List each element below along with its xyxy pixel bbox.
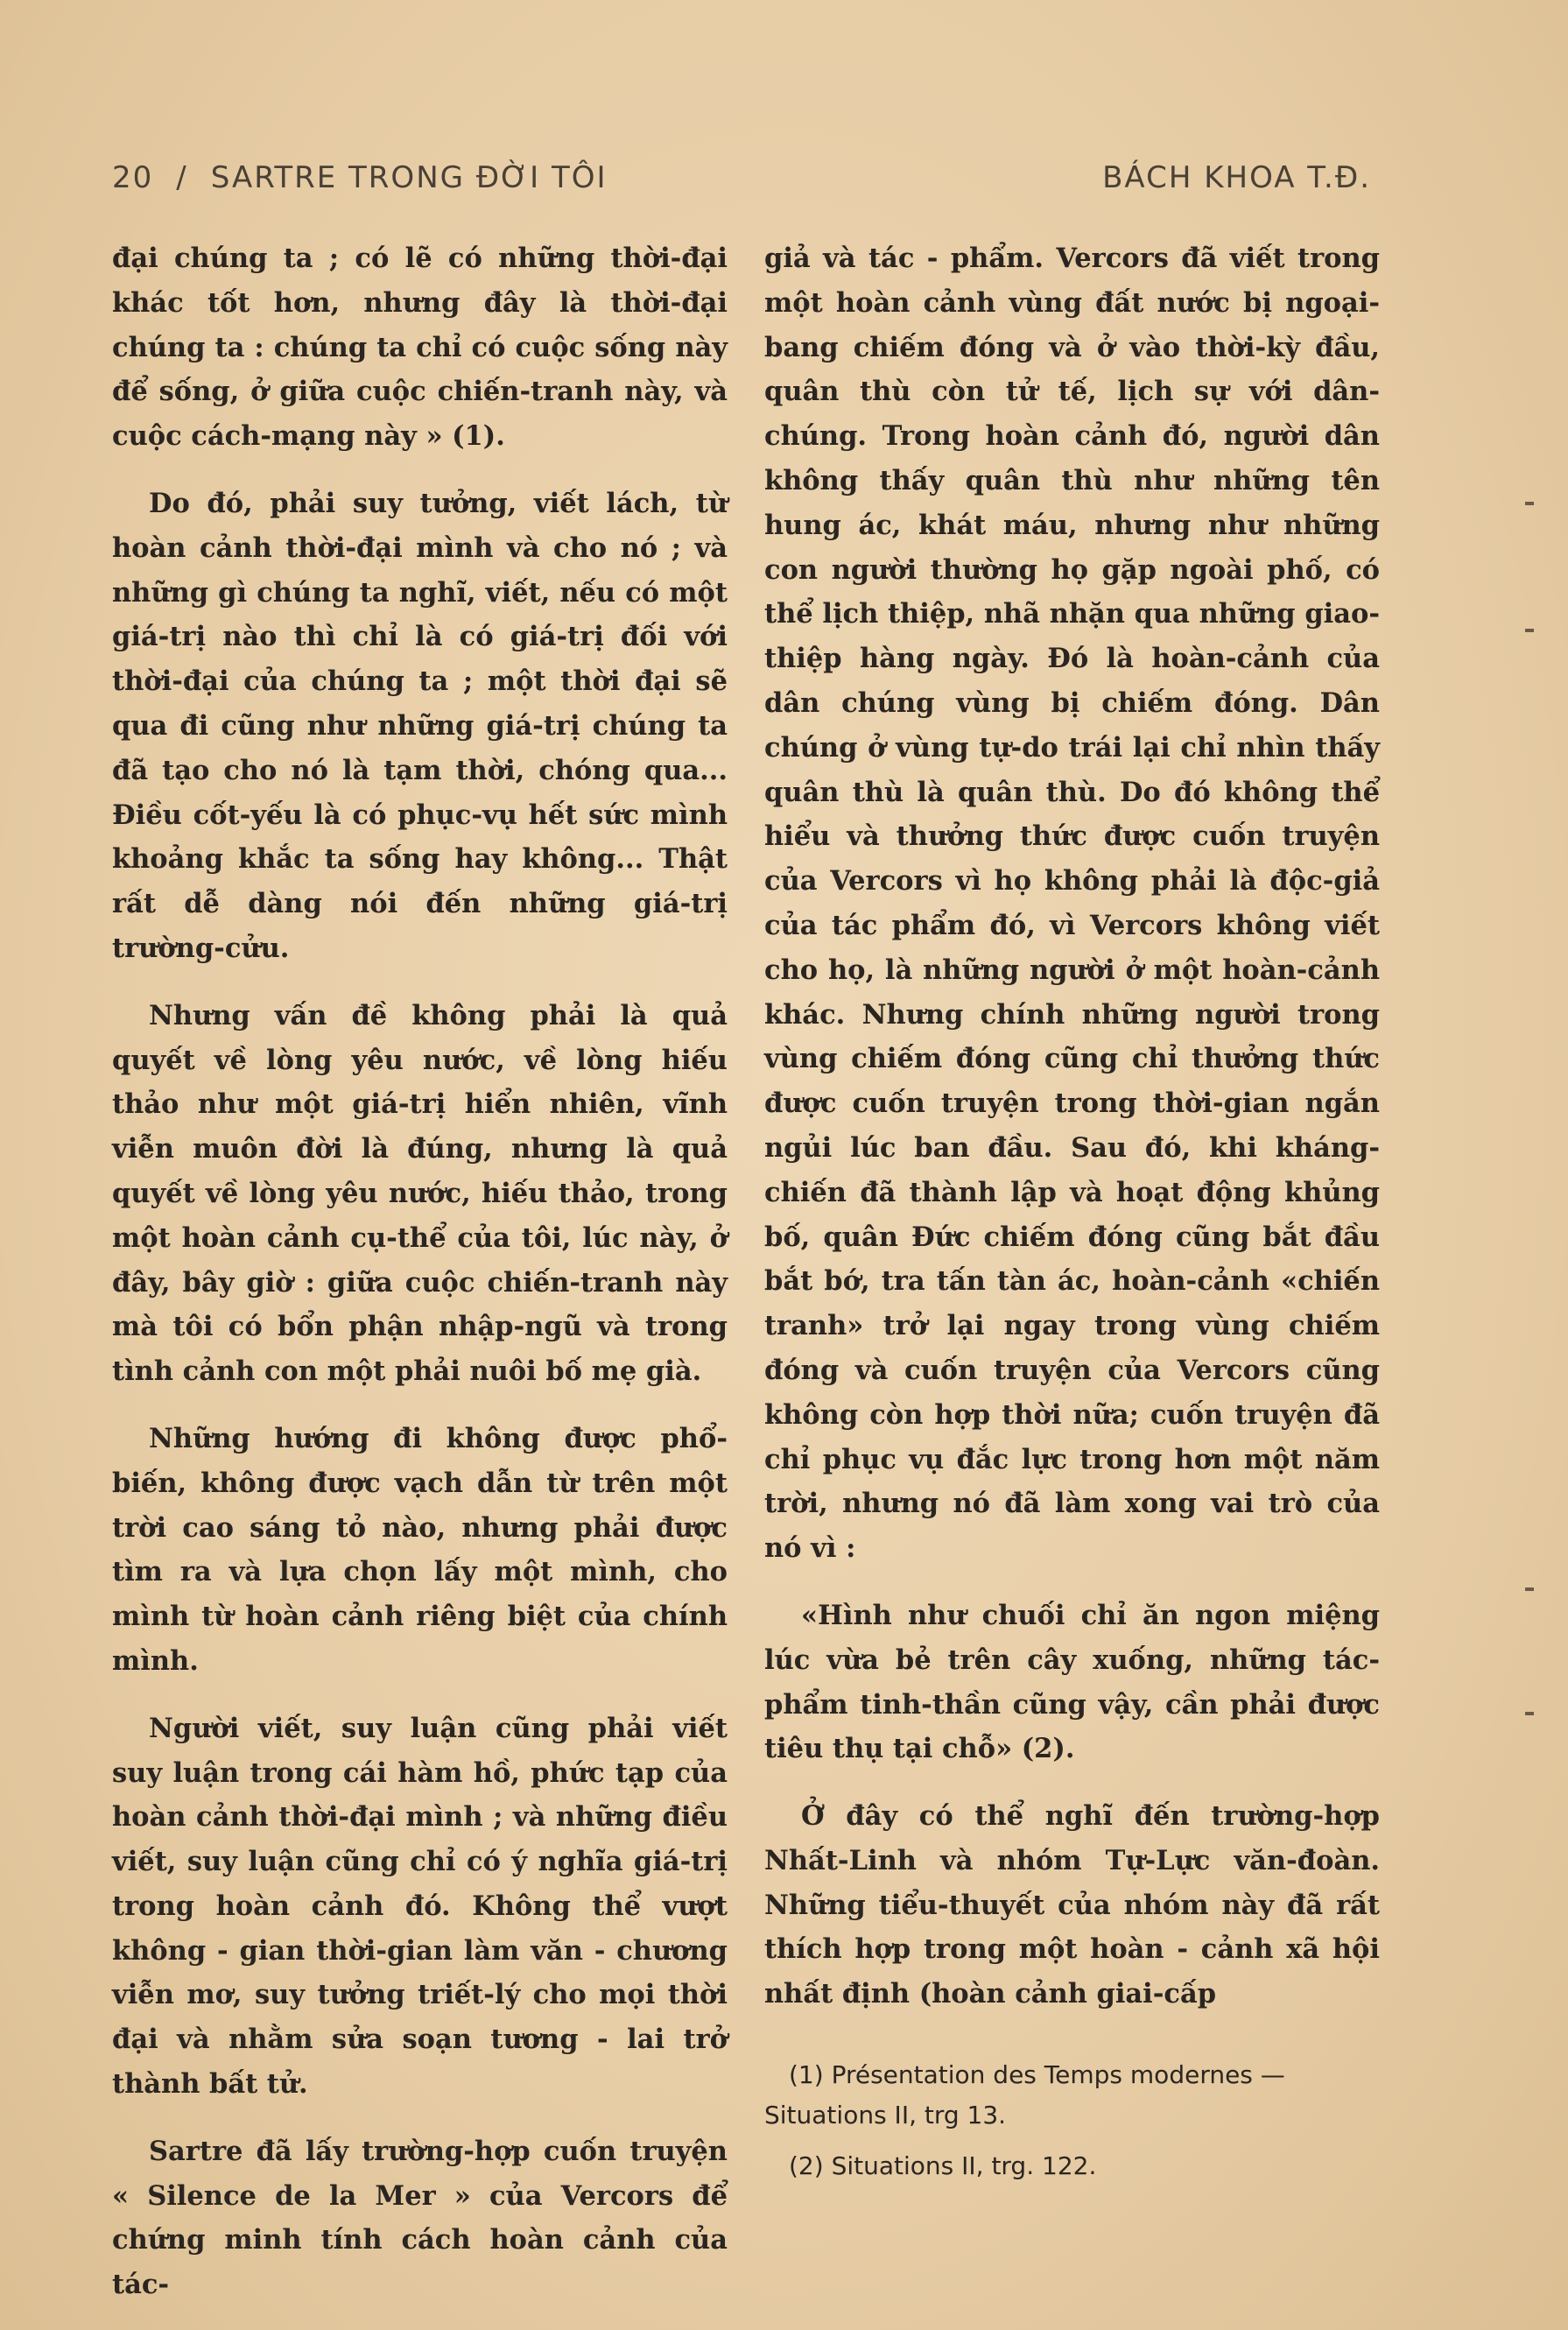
header-left bbox=[112, 160, 608, 195]
print-speck bbox=[1525, 1587, 1534, 1591]
header-separator: / bbox=[176, 160, 188, 195]
page-number: 20 bbox=[112, 160, 154, 195]
quotation-paragraph: «Hình như chuối chỉ ăn ngon miệng lúc vừa bẻ trên cây xuống, những tác-phẩm tinh-thần cũng vậy, cần phải được tiêu thụ tại chỗ» (2). bbox=[764, 1599, 1380, 1765]
paragraph: Ở đây có thể nghĩ đến trường-hợp Nhất-Linh và nhóm Tự-Lực văn-đoàn. Những tiểu-thuyết của nhóm này đã rất thích hợp trong một hoàn - cảnh xã hội nhất định (hoàn cảnh giai-cấp bbox=[764, 1800, 1380, 2010]
print-speck bbox=[1525, 1712, 1534, 1715]
publication-name: BÁCH KHOA T.Đ. bbox=[1102, 160, 1371, 195]
paragraph: Do đó, phải suy tưởng, viết lách, từ hoàn cảnh thời-đại mình và cho nó ; và những gì chúng ta nghĩ, viết, nếu có một giá-trị nào thì chỉ là có giá-trị đối với thời-đại của chúng ta ; một thời đại sẽ qua đi cũng như những giá-trị chúng ta đã tạo cho nó là tạm thời, chóng qua... Điều cốt-yếu là có phục-vụ hết sức mình khoảng khắc ta sống hay không... Thật rất dễ dàng nói đến những giá-trị trường-cửu. bbox=[112, 487, 728, 964]
paragraph: giả và tác - phẩm. Vercors đã viết trong một hoàn cảnh vùng đất nước bị ngoại-bang chiếm đóng và ở vào thời-kỳ đầu, quân thù còn tử tế, lịch sự với dân-chúng. Trong hoàn cảnh đó, người dân không thấy quân thù như những tên hung ác, khát máu, nhưng như những con người thường họ gặp ngoài phố, có thể lịch thiệp, nhã nhặn qua những giao-thiệp hàng ngày. Đó là hoàn-cảnh của dân chúng vùng bị chiếm đóng. Dân chúng ở vùng tự-do trái lại chỉ nhìn thấy quân thù là quân thù. Do đó không thể hiểu và thưởng thức được cuốn truyện của Vercors vì họ không phải là độc-giả của tác phẩm đó, vì Vercors không viết cho họ, là những người ở một hoàn-cảnh khác. Nhưng chính những người trong vùng chiếm đóng cũng chỉ thưởng thức được cuốn truyện trong thời-gian ngắn ngủi lúc ban đầu. Sau đó, khi kháng-chiến đã thành lập và hoạt động khủng bố, quân Đức chiếm đóng cũng bắt đầu bắt bớ, tra tấn tàn ác, hoàn-cảnh «chiến tranh» trở lại ngay trong vùng chiếm đóng và cuốn truyện của Vercors cũng không còn hợp thời nữa; cuốn truyện đã chỉ phục vụ đắc lực trong hơn một năm trời, nhưng nó đã làm xong vai trò của nó vì : bbox=[764, 243, 1380, 1565]
paragraph: Người viết, suy luận cũng phải viết suy luận trong cái hàm hồ, phức tạp của hoàn cảnh thời-đại mình ; và những điều viết, suy luận cũng chỉ có ý nghĩa giá-trị trong hoàn cảnh đó. Không thể vượt không - gian thời-gian làm văn - chương viễn mơ, suy tưởng triết-lý cho mọi thời đại và nhằm sửa soạn tương - lai trở thành bất tử. bbox=[112, 1712, 728, 2101]
print-speck bbox=[1525, 629, 1534, 632]
print-speck bbox=[1525, 502, 1534, 505]
paragraph: Nhưng vấn đề không phải là quả quyết về lòng yêu nước, về lòng hiếu thảo như một giá-trị hiển nhiên, vĩnh viễn muôn đời là đúng, nhưng là quả quyết về lòng yêu nước, hiếu thảo, trong một hoàn cảnh cụ-thể của tôi, lúc này, ở đây, bây giờ : giữa cuộc chiến-tranh này mà tôi có bổn phận nhập-ngũ và trong tình cảnh con một phải nuôi bố mẹ già. bbox=[112, 999, 728, 1388]
paragraph: Sartre đã lấy trường-hợp cuốn truyện « Silence de la Mer » của Vercors để chứng minh tính cách hoàn cảnh của tác- bbox=[112, 2135, 728, 2301]
text-columns bbox=[112, 236, 1380, 2330]
running-header bbox=[112, 147, 1371, 208]
footnote: (1) Présentation des Temps modernes — Situations II, trg 13. bbox=[764, 2060, 1285, 2130]
footnote: (2) Situations II, trg. 122. bbox=[789, 2151, 1097, 2181]
footnotes bbox=[764, 2039, 1380, 2186]
left-column bbox=[112, 236, 728, 2330]
paragraph: đại chúng ta ; có lẽ có những thời-đại khác tốt hơn, nhưng đây là thời-đại chúng ta : chúng ta chỉ có cuộc sống này để sống, ở giữa cuộc chiến-tranh này, và cuộc cách-mạng này » (1). bbox=[112, 243, 728, 453]
right-column bbox=[764, 236, 1380, 2330]
paragraph: Những hướng đi không được phổ-biến, không được vạch dẫn từ trên một trời cao sáng tỏ nào, nhưng phải được tìm ra và lựa chọn lấy một mình, cho mình từ hoàn cảnh riêng biệt của chính mình. bbox=[112, 1422, 728, 1677]
running-title: SARTRE TRONG ĐỜI TÔI bbox=[210, 160, 608, 195]
